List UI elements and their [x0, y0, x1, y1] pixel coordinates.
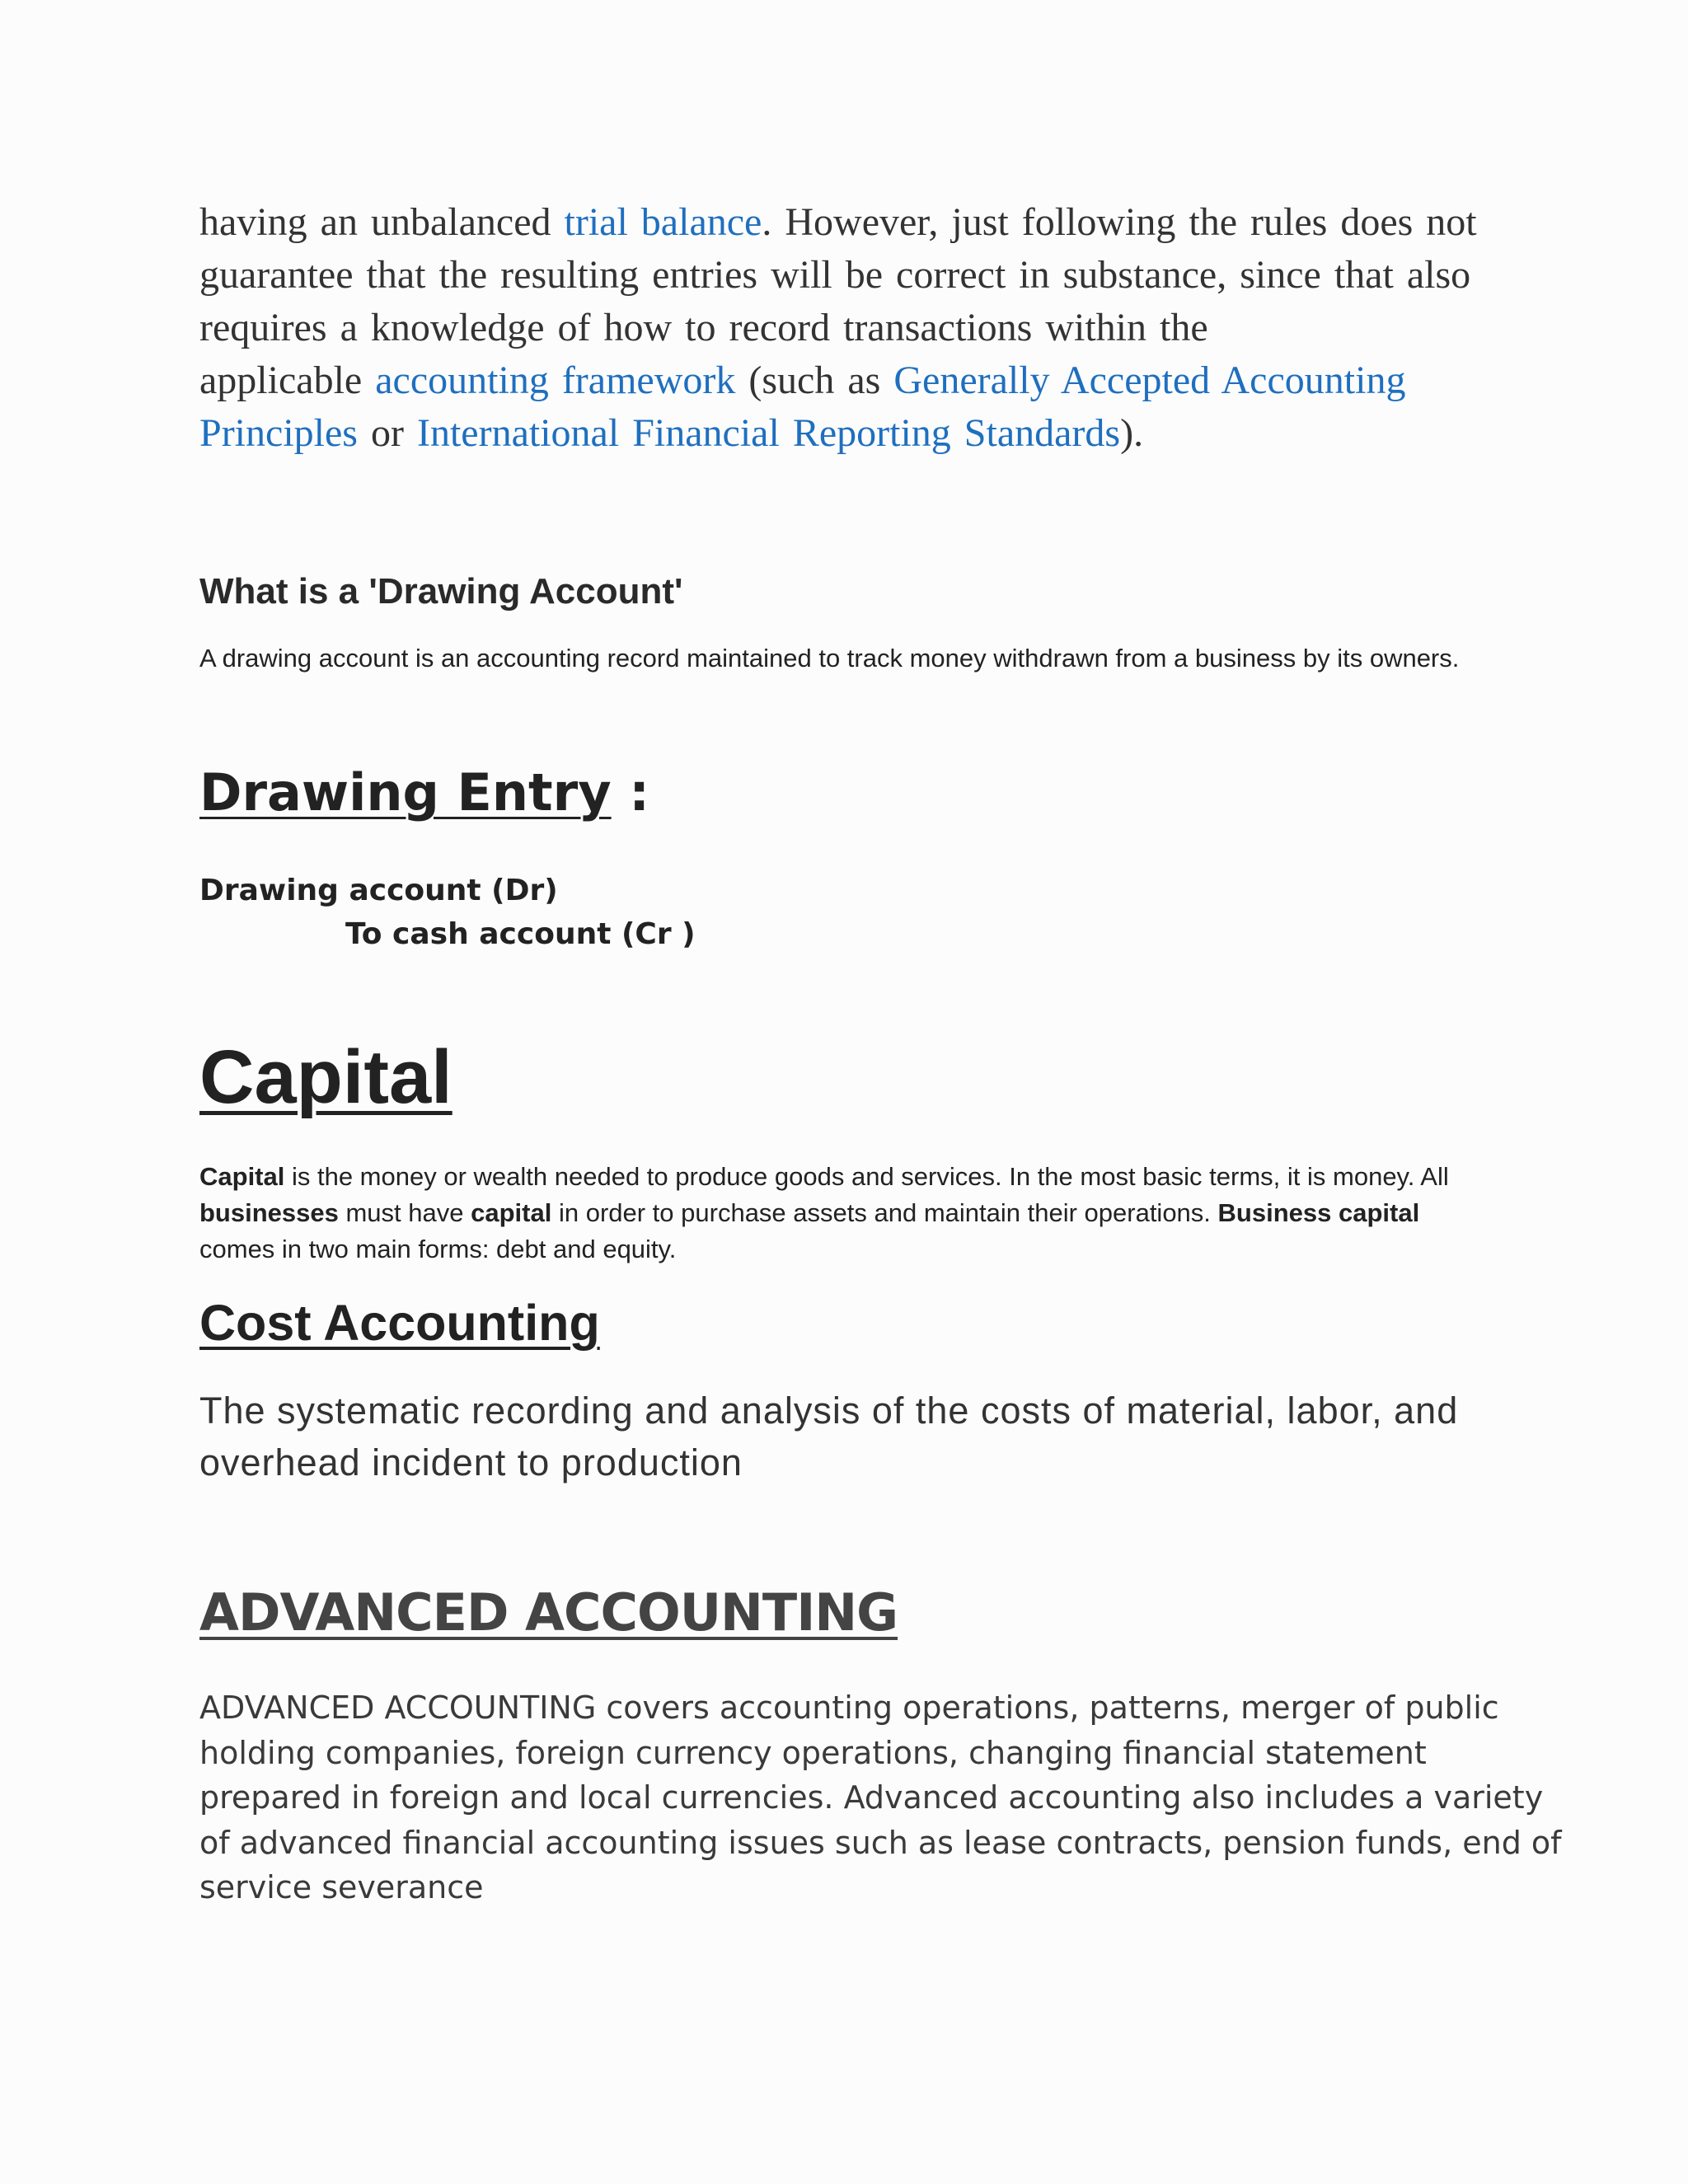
intro-text: applicable	[199, 359, 376, 402]
advanced-line-1: ADVANCED ACCOUNTING covers accounting operations, patterns, merger of public	[199, 1690, 1499, 1726]
intro-text: having an unbalanced	[199, 200, 565, 244]
capital-bold-term: Capital	[199, 1162, 285, 1191]
ifrs-link[interactable]: International Financial Reporting Standards	[416, 411, 1121, 455]
cost-accounting-heading: Cost Accounting	[199, 1295, 600, 1351]
advanced-line-4: of advanced financial accounting issues such as lease contracts, pension funds, end of	[199, 1824, 1562, 1861]
intro-text: (such as	[735, 359, 894, 402]
intro-line-3: requires a knowledge of how to record transactions within the	[199, 306, 1208, 349]
intro-line-4	[199, 354, 1502, 407]
intro-paragraph	[199, 196, 1502, 460]
drawing-entry-title: Drawing Entry	[199, 762, 612, 823]
gaap-link[interactable]: Generally Accepted Accounting	[893, 359, 1406, 402]
business-capital-bold-term: Business capital	[1217, 1198, 1420, 1227]
intro-text: . However, just following the rules does not	[762, 200, 1477, 244]
drawing-entry-heading	[199, 762, 649, 823]
capital-text: is the money or wealth needed to produce goods and services. In the most basic terms, it is money. All	[284, 1162, 1449, 1191]
capital-text: comes in two main forms: debt and equity.	[199, 1235, 677, 1263]
journal-debit-line: Drawing account (Dr)	[199, 874, 558, 907]
capital-text: in order to purchase assets and maintain their operations.	[551, 1198, 1218, 1227]
drawing-entry-colon: :	[611, 762, 650, 823]
businesses-bold-term: businesses	[199, 1198, 339, 1227]
trial-balance-link[interactable]: trial balance	[564, 200, 762, 244]
advanced-accounting-definition	[199, 1685, 1562, 1910]
accounting-framework-link[interactable]: accounting framework	[375, 359, 736, 402]
capital-definition	[199, 1159, 1485, 1268]
capital-bold-term: capital	[471, 1198, 552, 1227]
capital-text: must have	[338, 1198, 471, 1227]
capital-heading: Capital	[199, 1035, 452, 1119]
drawing-account-heading: What is a 'Drawing Account'	[199, 571, 683, 612]
intro-line-5	[199, 407, 1502, 460]
cost-accounting-definition: The systematic recording and analysis of the costs of material, labor, and overhead incident to production	[199, 1390, 1459, 1483]
advanced-line-5: service severance	[199, 1869, 484, 1905]
advanced-line-3: prepared in foreign and local currencies. Advanced accounting also includes a variety	[199, 1779, 1544, 1816]
intro-text: or	[357, 411, 417, 455]
intro-line-1	[199, 196, 1502, 249]
journal-credit-line: To cash account (Cr )	[345, 917, 696, 951]
advanced-accounting-heading: ADVANCED ACCOUNTING	[199, 1582, 898, 1643]
intro-text: ).	[1120, 411, 1144, 455]
advanced-line-2: holding companies, foreign currency operations, changing financial statement	[199, 1734, 1427, 1771]
drawing-account-definition: A drawing account is an accounting record maintained to track money withdrawn from a business by its owners.	[199, 644, 1460, 673]
intro-line-2: guarantee that the resulting entries will be correct in substance, since that also	[199, 253, 1471, 297]
gaap-link-continued[interactable]: Principles	[199, 411, 358, 455]
